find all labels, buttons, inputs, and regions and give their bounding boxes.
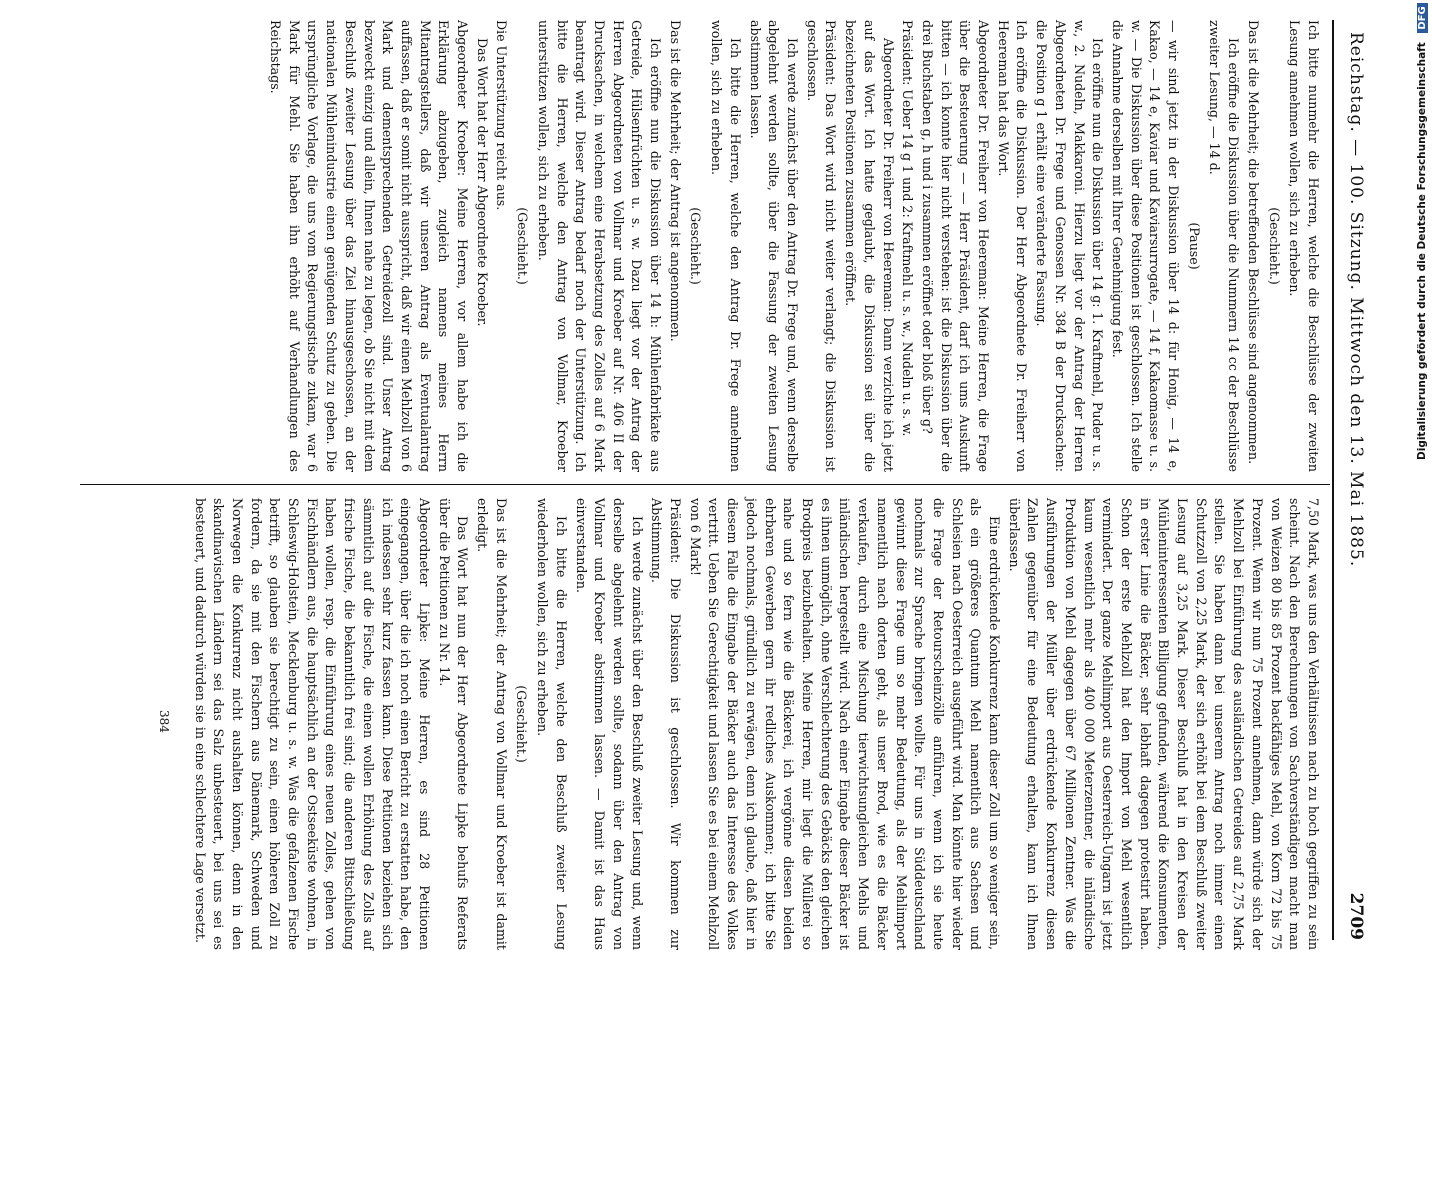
paragraph: (Geschieht.) [688,207,704,285]
paragraph: Das ist die Mehrheit; der Antrag ist angenommen. [667,20,683,342]
paragraph: Ich werde zunächst über den Beschluß zweiter Lesung und, wenn derselbe abgelehnt werden sollte, sodann über den Antrag von Vollmar und Kroeber abstimmen lassen. — Damit ist das Haus einverstanden. [573,498,645,950]
paragraph: Ich eröffne die Diskussion über die Nummern 14 cc der Beschlüsse zweiter Lesung, — 14 d. [1207,20,1242,472]
paragraph: Das Wort hat nun der Herr Abgeordnete Lipke behufs Referats über die Petitionen zu Nr. 14. [436,498,471,950]
signature-number: 384 [157,710,171,733]
paragraph: Abgeordneter Dr. Freiherr von Heereman: Dann verzichte ich jetzt auf das Wort. Ich hatte geglaubt, die Diskussion sei über die bezeichneten Positionen zusammen eröffnet. [843,20,896,472]
header-title: Reichstag. — 100. Sitzung. Mittwoch den 13. Mai 1885. [1346,32,1366,568]
paragraph: Ich bitte nunmehr die Herren, welche die Beschlüsse der zweiten Lesung annehmen wollen, sich zu erheben. [1287,20,1321,472]
header-page-number: 2709 [1346,892,1366,940]
paragraph: — wir sind jetzt in der Diskussion über 14 d: für Honig, — 14 e, Kakao, — 14 e, Kaviar und Kaviarsurrogate, — 14 f, Kakaomasse u. s. w. — Die Diskussion über diese Positionen ist geschlossen. Ich stelle die Annahme derselben mit Ihrer Genehmigung fest. [1109,20,1182,472]
paragraph: Abgeordneter Lipke: Meine Herren, es sind 28 Petitionen eingegangen, über die ich noch einen Bericht zu erstatten habe, den ich indessen sehr kurz fassen kann. Diese Petitionen beziehen sich sämmtlich auf die Fische, die einen wollen Erhöhung des Zolls auf frische Fische, die bekanntlich frei sind; die anderen Bittschließung haben wollen, resp. die Einführung eines neuen Zolles, gehen von Fischhändlern aus, die hauptsächlich an der Ostseeküste wohnen, in Schleswig-Holstein, Mecklenburg u. s. w. Was die gefalzenen Fische betrifft, so glauben sie berechtigt zu sein, einen höheren Zoll zu fordern, da sie mit den Fischern aus Dänemark, Schweden und Norwegen die Konkurrenz nicht aushalten können, denn in den skandinavischen Ländern sei das Salz unbesteuert, bei uns sei es besteuert, und dadurch würden sie in eine schlechtere Lage versetzt. [192,498,432,950]
paragraph: 7,50 Mark, was uns den Verhältnissen nach zu hoch gegriffen zu sein scheint. Nach den Berechnungen von Sachverständigen macht man von Weizen 80 bis 85 Prozent backfähiges Mehl, von Korn 72 bis 75 Prozent. Wenn wir nun 75 Prozent annehmen, dann würde sich der Mehlzoll bei Einführung des ausländischen Getreides auf 2,75 Mark stellen. Sie haben dann bei unserem Antrag noch immer einen Schutzzoll von 2,25 Mark, der sich erhöht bei dem Beschluß zweiter Lesung auf 3,25 Mark. Dieser Beschluß hat in den Kreisen der Mühleninteressenten Billigung gefunden, während die Konsumenten, in erster Linie die Bäcker, sehr lebhaft dagegen protestirt haben. Schon der erste Mehlzoll hat den Import von Mehl wesentlich vermindert. Der ganze Mehlimport aus Oesterreich-Ungarn ist jetzt kaum wesentlich mehr als 400 000 Meterzentner, die inländische Produktion von Mehl dagegen über 67 Millionen Zentner. Was die Ausführungen der Müller über erdrückende Konkurrenz diesen Zahlen gegenüber für eine Bedeutung erhalten, kann ich Ihnen überlassen. [1006,498,1321,950]
paragraph: Ich eröffne nun die Diskussion über 14 h: Mühlenfabrikate aus Getreide, Hülsenfrüchten u. s. w. Dazu liegt vor der Antrag der Herren Abgeordneten von Vollmar und Kroeber auf Nr. 406 II der Drucksachen, in welchem eine Herabsetzung des Zolles auf 6 Mark beantragt wird. Dieser Antrag bedarf noch der Unterstützung. Ich bitte die Herren, welche den Antrag von Vollmar, Kroeber unterstützen wollen, sich zu erheben. [535,20,664,472]
paragraph: Ich bitte die Herren, welche den Beschluß zweiter Lesung wiederholen wollen, sich zu erheben. [535,498,569,950]
paragraph: Das ist die Mehrheit; die betreffenden Beschlüsse sind angenommen. [1245,20,1261,465]
dfg-logo-icon: DFG [1417,3,1428,32]
paragraph: Ich bitte die Herren, welche den Antrag Dr. Frege annehmen wollen, sich zu erheben. [709,20,743,472]
paragraph: Die Unterstützung reicht aus. [494,20,510,211]
paragraph: Präsident: Das Wort wird nicht weiter verlangt; die Diskussion ist geschlossen. [804,20,839,472]
paragraph: Das Wort hat der Herr Abgeordnete Kroeber. [474,38,490,327]
column-divider [80,484,1330,485]
dfg-notice-text: Digitalisierung gefördert durch die Deutsche Forschungsgemeinschaft [1416,42,1428,460]
paragraph: Präsident: Die Diskussion ist geschlossen. Wir kommen zur Abstimmung. [649,498,684,950]
paragraph: (Geschieht.) [515,207,531,285]
page-header [1336,20,1376,980]
paragraph: Das ist die Mehrheit; der Antrag von Vollmar und Kroeber ist damit erledigt. [475,498,509,950]
paragraph: (Pause) [1186,222,1202,270]
rotated-document-page [56,20,1376,980]
text-column-left [264,20,1322,472]
paragraph: Ich werde zunächst über den Antrag Dr. Frege und, wenn derselbe abgelehnt werden sollte, über die Fassung der zweiten Lesung abstimmen lassen. [747,20,801,472]
paragraph: (Geschieht.) [514,685,530,763]
paragraph: Ich eröffne die Diskussion. Der Herr Abgeordnete Dr. Freiherr von Heereman hat das Wort. [995,20,1030,472]
dfg-notice [1412,6,1432,1180]
paragraph: Ich eröffne nun die Diskussion über 14 g: 1. Kraftmehl, Puder u. s. w., 2. Nudeln, Makkaroni. Hierzu liegt vor der Antrag der Herren Abgeordneten Dr. Frege und Genossen Nr. 384 B der Drucksachen: die Position g 1 erhält eine veränderte Fassung. [1034,20,1106,472]
paragraph: Präsident: Ueber 14 g 1 und 2: Kraftmehl u. s. w., Nudeln u. s. w. [900,20,916,437]
header-rule [1332,20,1334,940]
paragraph: Abgeordneter Dr. Freiherr von Heereman: Meine Herren, die Frage über die Besteuerung — — Herr Präsident, darf ich ums Auskunft bitten — ich konnte hier nicht verstehen: ist die Diskussion über die drei Buchstaben g, h und i zusammen eröffnet oder bloß über g? [919,20,992,472]
paragraph: Abgeordneter Kroeber: Meine Herren, vor allem habe ich die Erklärung abzugeben, zugleich namens meines Herrn Mitantragstellers, daß wir unseren Antrag als Eventualantrag auffassen, daß er somit nicht ausspricht, daß wir einen Mehlzoll von 6 Mark und dementsprechenden Getreidezoll sind. Unser Antrag bezweckt einzig und allein, Ihnen nahe zu legen, ob Sie nicht mit dem Beschluß zweiter Lesung über das Ziel hinausgeschossen, an der nationalen Mühlenindustrie einen genügenden Schutz zu geben. Die ursprüngliche Vorlage, die uns vom Regierungstische zukam, war 6 Mark für Mehl. Sie haben ihn erhöht auf Verhandlungen des Reichstags. [268,20,471,472]
paragraph: (Geschieht.) [1266,207,1282,285]
paragraph: Eine erdrückende Konkurrenz kann dieser Zoll um so weniger sein, als ein größeres Quantum Mehl namentlich aus Sachsen und Schlesien nach Oesterreich ausgeführt wird. Man könnte hier wieder die Frage der Retourscheinzölle anführen, wenn ich sie heute nochmals zur Sprache bringen wollte. Für uns in Süddeutschland gewinnt diese Frage um so mehr Bedeutung, als der Mehlimport namentlich nach dorten geht, als unser Brod, wie es die Bäcker verkaufen, durch eine Mischung tierwichtsungleichen Mehls und inländischen hergestellt wird. Nach einer Eingabe dieser Bäcker ist es ihnen unmöglich, ohne Verschlechterung des Gebäcks den gleichen Brodpreis beizubehalten. Meine Herren, mir liegt die Müllerei so nahe und so fern wie die Bäckerei, ich vergönne diesen beiden ehrbaren Gewerben gern ihr redliches Auskommen; ich bitte Sie jedoch nochmals, gründlich zu erwägen, denn ich glaube, daß hier in diesem Falle die Eingabe der Bäcker auch das Interesse des Volkes vertritt. Ueben Sie Gerechtigkeit und lassen Sie es bei einem Mehlzoll von 6 Mark! [687,498,1003,950]
text-column-right [189,498,1322,950]
